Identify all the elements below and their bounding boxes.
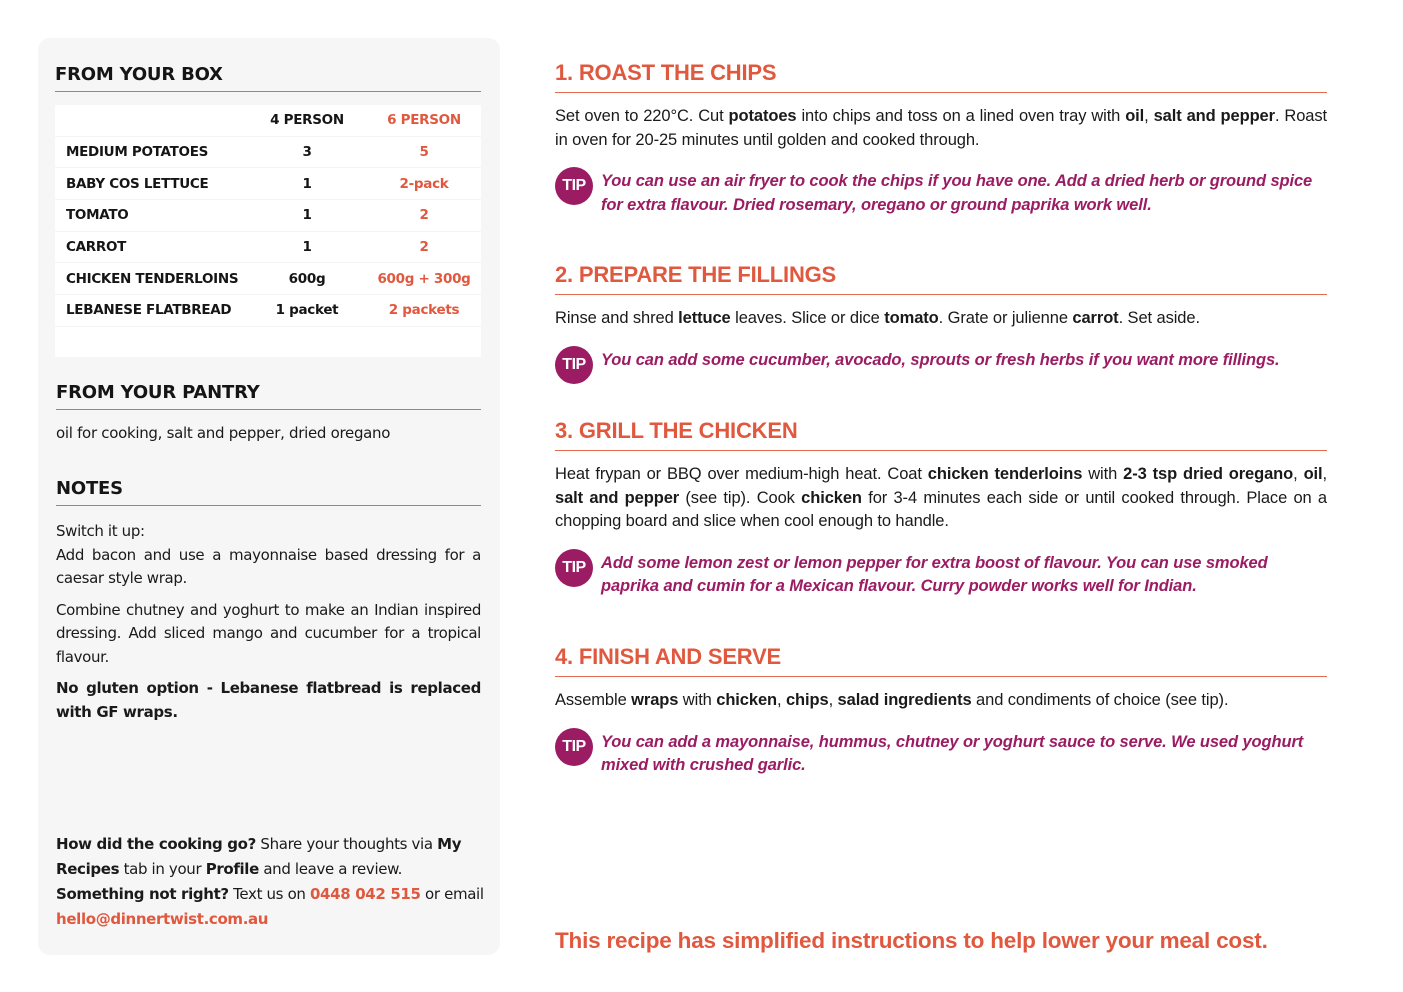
step-title: 4. FINISH AND SERVE — [555, 644, 1327, 677]
instruction-text: leaves. Slice or dice — [730, 309, 885, 327]
feedback-text — [56, 832, 486, 932]
instruction-text: , — [777, 691, 786, 709]
step-title: 3. GRILL THE CHICKEN — [555, 418, 1327, 451]
step-body — [555, 307, 1327, 331]
table-row — [55, 168, 481, 200]
notes-heading: NOTES — [56, 478, 481, 506]
step-body — [555, 463, 1327, 534]
ingredient-highlight: chips — [785, 691, 829, 709]
feedback-text-4: Text us on — [228, 885, 310, 903]
tip — [555, 731, 1327, 778]
ingredient-highlight: oil — [1303, 465, 1323, 483]
tip — [555, 349, 1327, 387]
step-4 — [555, 644, 1327, 778]
table-header-row — [55, 105, 481, 137]
table-row — [55, 295, 481, 327]
ingredient-name: TOMATO — [66, 207, 129, 224]
step-2 — [555, 262, 1327, 387]
instruction-text: . Grate or julienne — [938, 309, 1073, 327]
qty-4-person: 1 packet — [275, 302, 339, 319]
instruction-text: with — [1082, 465, 1124, 483]
table-row — [55, 137, 481, 169]
step-title: 1. ROAST THE CHIPS — [555, 60, 1327, 93]
from-your-pantry-heading: FROM YOUR PANTRY — [56, 382, 481, 410]
ingredient-highlight: chicken tenderloins — [927, 465, 1083, 483]
table-row — [55, 263, 481, 295]
instruction-text: Heat frypan or BBQ over medium-high heat. Coat — [555, 465, 928, 483]
tip-badge-icon: TIP — [555, 728, 593, 766]
tip-badge-icon: TIP — [555, 167, 593, 205]
tip — [555, 552, 1327, 599]
tip-text: Add some lemon zest or lemon pepper for extra boost of flavour. You can use smoked paprika and cumin for a Mexican flavour. Curry powder works well for Indian. — [601, 553, 1268, 595]
ingredient-name: LEBANESE FLATBREAD — [66, 302, 232, 319]
tip-badge-icon: TIP — [555, 346, 593, 384]
ingredient-name: MEDIUM POTATOES — [66, 144, 209, 161]
instruction-text: , — [1322, 465, 1328, 483]
my-recipes-link: My Recipes — [56, 835, 462, 878]
instruction-text: , — [828, 691, 838, 709]
step-body — [555, 689, 1327, 713]
qty-6-person: 2-pack — [399, 175, 449, 192]
ingredient-highlight: oil — [1125, 107, 1145, 125]
notes-bacon-tip: Add bacon and use a mayonnaise based dressing for a caesar style wrap. — [56, 545, 481, 587]
ingredient-highlight: salt and pepper — [555, 488, 680, 507]
instruction-text: Assemble — [555, 691, 632, 709]
qty-4-person: 600g — [288, 270, 326, 287]
email-link[interactable]: hello@dinnertwist.com.au — [56, 910, 269, 928]
notes-indian-tip: Combine chutney and yoghurt to make an Indian inspired dressing. Add sliced mango and cucumber for a tropical flavour. — [56, 600, 481, 666]
ingredient-highlight: chicken — [716, 691, 777, 709]
qty-6-person: 600g + 300g — [377, 270, 471, 287]
table-row — [55, 232, 481, 264]
instruction-text: , — [1144, 107, 1154, 125]
ingredient-highlight: tomato — [884, 309, 939, 327]
feedback-text-2: tab in your — [119, 860, 206, 878]
ingredient-highlight: lettuce — [678, 309, 731, 327]
instruction-text: . Set aside. — [1118, 309, 1200, 327]
instruction-text: for 3-4 minutes each side or until cooked through. Place on a chopping board and slice when cool enough to handle. — [555, 488, 1328, 530]
ingredient-highlight: chicken — [801, 488, 862, 507]
ingredient-highlight: 2-3 tsp dried oregano — [1123, 465, 1294, 483]
ingredient-highlight: potatoes — [728, 107, 797, 125]
tip-text: You can use an air fryer to cook the chips if you have one. Add a dried herb or ground spice for extra flavour. Dried rosemary, oregano or ground paprika work well. — [601, 172, 1313, 214]
column-header-6-person: 6 PERSON — [387, 112, 461, 129]
notes-gluten-free: No gluten option - Lebanese flatbread is replaced with GF wraps. — [56, 679, 481, 721]
qty-6-person: 2 packets — [388, 302, 460, 319]
simplified-instructions-note: This recipe has simplified instructions to help lower your meal cost. — [555, 928, 1268, 953]
step-1 — [555, 60, 1327, 217]
from-your-box-heading: FROM YOUR BOX — [55, 64, 481, 92]
instruction-text: . Roast in oven for 20-25 minutes until golden and cooked through. — [555, 107, 1327, 149]
instruction-text: Set oven to 220°C. Cut — [555, 107, 729, 125]
step-title: 2. PREPARE THE FILLINGS — [555, 262, 1327, 295]
notes-switch-it-up: Switch it up: — [56, 522, 145, 540]
ingredient-name: CHICKEN TENDERLOINS — [66, 270, 239, 287]
feedback-text-3: and leave a review. — [258, 860, 403, 878]
support-question: Something not right? — [56, 885, 229, 903]
qty-6-person: 2 — [419, 239, 429, 256]
tip-badge-icon: TIP — [555, 549, 593, 587]
ingredients-table — [55, 105, 481, 357]
qty-6-person: 5 — [419, 144, 429, 161]
ingredient-highlight: carrot — [1072, 309, 1119, 327]
ingredient-highlight: wraps — [631, 691, 679, 709]
instruction-text: with — [678, 691, 717, 709]
instruction-text: , — [1293, 465, 1304, 483]
feedback-text-5: or email — [420, 885, 484, 903]
qty-4-person: 1 — [302, 207, 312, 224]
tip-text: You can add a mayonnaise, hummus, chutney or yoghurt sauce to serve. We used yoghurt mixed with crushed garlic. — [601, 732, 1304, 774]
tip-text: You can add some cucumber, avocado, sprouts or fresh herbs if you want more fillings. — [601, 350, 1280, 369]
ingredient-name: BABY COS LETTUCE — [66, 175, 209, 192]
table-row — [55, 200, 481, 232]
qty-4-person: 3 — [302, 144, 312, 161]
instruction-text: into chips and toss on a lined oven tray with — [796, 107, 1126, 125]
feedback-text-1: Share your thoughts via — [255, 835, 438, 853]
qty-4-person: 1 — [302, 175, 312, 192]
step-3 — [555, 418, 1327, 599]
tip — [555, 170, 1327, 217]
instruction-text: Rinse and shred — [555, 309, 679, 327]
phone-number-link[interactable]: 0448 042 515 — [309, 885, 421, 903]
step-body — [555, 105, 1327, 152]
ingredient-highlight: salt and pepper — [1153, 107, 1275, 125]
notes-body — [56, 520, 481, 732]
instruction-text: and condiments of choice (see tip). — [971, 691, 1229, 709]
pantry-items: oil for cooking, salt and pepper, dried oregano — [56, 424, 391, 442]
ingredients-panel — [38, 38, 500, 955]
qty-6-person: 2 — [419, 207, 429, 224]
feedback-question: How did the cooking go? — [56, 835, 256, 853]
ingredient-name: CARROT — [66, 239, 127, 256]
qty-4-person: 1 — [302, 239, 312, 256]
profile-link: Profile — [205, 860, 259, 878]
notes-paragraph — [56, 520, 481, 591]
ingredient-highlight: salad ingredients — [837, 691, 972, 709]
column-header-4-person: 4 PERSON — [270, 112, 344, 129]
instruction-text: (see tip). Cook — [679, 488, 802, 507]
